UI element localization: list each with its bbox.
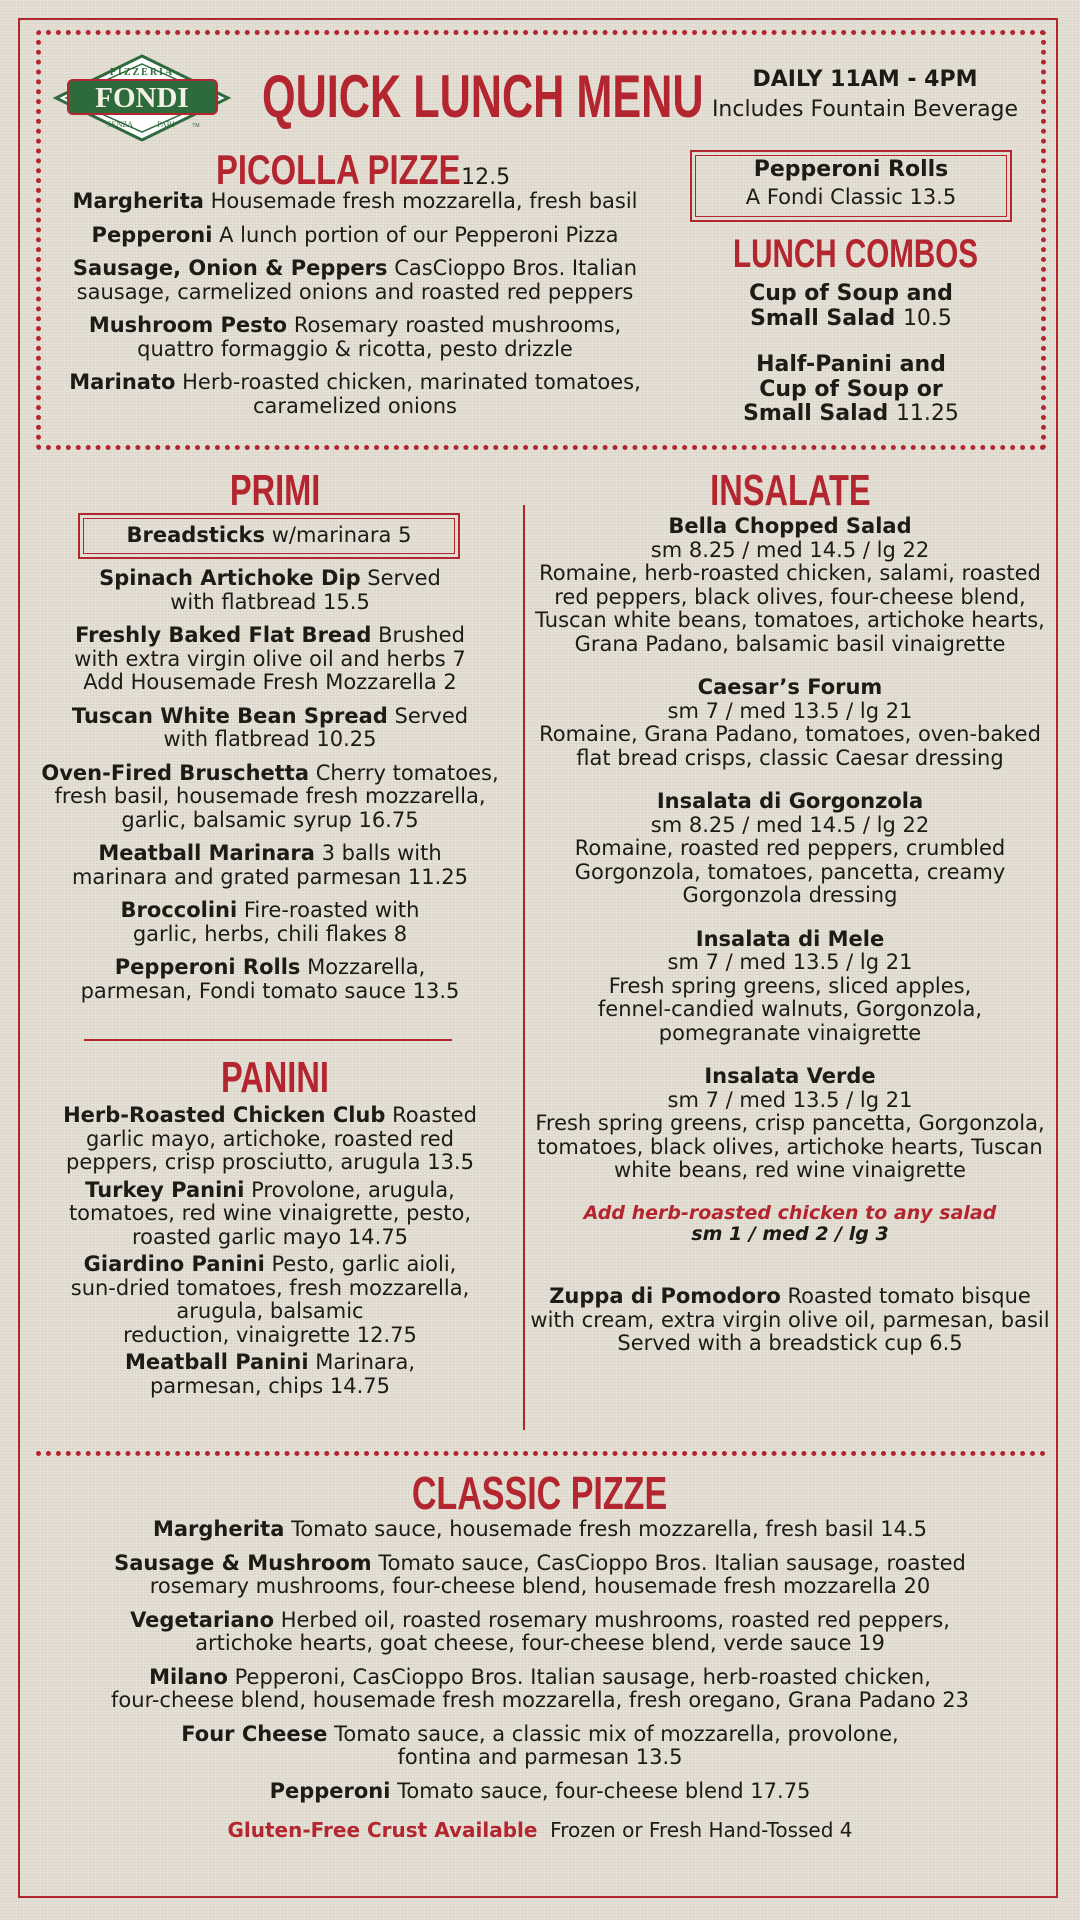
panini-heading-wrap	[40, 1053, 510, 1102]
list-item: Margherita Tomato sauce, housemade fresh mozzarella, fresh basil 14.5	[152, 1517, 928, 1541]
picolla-heading	[216, 146, 510, 193]
dotted-divider	[36, 1451, 1046, 1456]
gluten-free-note: Gluten-Free Crust Available Frozen or Fresh Hand-Tossed 4	[227, 1818, 853, 1843]
list-item: Four Cheese Tomato sauce, a classic mix of mozzarella, provolone, fontina and parmesan 13.5	[181, 1721, 899, 1770]
picolla-title: PICOLLA PIZZE	[216, 146, 461, 193]
breadsticks-text: Breadsticks w/marinara 5	[126, 523, 412, 547]
list-item: Meatball Marinara 3 balls with marinara and grated parmesan 11.25	[71, 841, 469, 889]
column-divider	[523, 505, 525, 1430]
insalate-list	[530, 515, 1050, 1356]
primi-title: PRIMI	[229, 466, 321, 515]
logo-tm-text: TM	[192, 123, 200, 129]
list-item: Tuscan White Bean Spread Served with flatbread 10.25	[71, 703, 469, 752]
combos-heading-wrap	[690, 232, 1012, 277]
list-item: Insalata di Gorgonzola sm 8.25 / med 14.5 / lg 22 Romaine, roasted red peppers, crumbled Gorgonzola, tomatoes, pancetta, creamy Gorgonzola dressing	[574, 789, 1006, 908]
list-item: Margherita Housemade fresh mozzarella, fresh basil	[72, 189, 638, 213]
combo-item-2: Half-Panini and Cup of Soup or Small Salad 11.25	[743, 352, 959, 427]
list-item: Zuppa di Pomodoro Roasted tomato bisque with cream, extra virgin olive oil, parmesan, basil Served with a breadstick cup 6.5	[530, 1284, 1050, 1356]
pepperoni-rolls-desc: A Fondi Classic 13.5	[745, 185, 957, 209]
logo-top-text: PIZZERIA	[109, 67, 175, 78]
primi-heading-wrap	[40, 466, 510, 515]
panini-list	[30, 1104, 510, 1398]
list-item: Meatball Panini Marinara, parmesan, chips 14.75	[124, 1350, 416, 1398]
hours-text: DAILY 11AM - 4PM	[752, 67, 978, 92]
list-item: Insalata di Mele sm 7 / med 13.5 / lg 21 Fresh spring greens, sliced apples, fennel-candied walnuts, Gorgonzola, pomegranate vinaigrette	[597, 926, 983, 1045]
list-item: Pepperoni A lunch portion of our Pepperoni Pizza	[91, 222, 619, 247]
list-item: Sausage, Onion & Peppers CasCioppo Bros. Italian sausage, carmelized onions and roasted red peppers	[72, 256, 638, 304]
list-item: Broccolini Fire-roasted with garlic, herbs, chili flakes 8	[120, 898, 420, 946]
list-item: Giardino Panini Pesto, garlic aioli, sun-dried tomatoes, fresh mozzarella, arugula, balsamic reduction, vinaigrette 12.75	[70, 1252, 470, 1347]
list-item: Freshly Baked Flat Bread Brushed with extra virgin olive oil and herbs 7 Add Housemade Fresh Mozzarella 2	[74, 623, 466, 695]
list-item: Milano Pepperoni, CasCioppo Bros. Italian sausage, herb-roasted chicken, four-cheese blend, housemade fresh mozzarella, fresh oregano, Grana Padano 23	[111, 1664, 969, 1713]
list-item: Spinach Artichoke Dip Served with flatbread 15.5	[99, 566, 441, 614]
logo-bottom-left-text: SENZA	[107, 120, 133, 129]
list-item: Marinato Herb-roasted chicken, marinated tomatoes, caramelized onions	[69, 370, 641, 418]
list-item: Pepperoni Rolls Mozzarella, parmesan, Fondi tomato sauce 13.5	[80, 955, 460, 1003]
list-item: Herb-Roasted Chicken Club Roasted garlic mayo, artichoke, roasted red peppers, crisp prosciutto, arugula 13.5	[63, 1103, 477, 1175]
salad-addon: Add herb-roasted chicken to any salad sm 1 / med 2 / lg 3	[583, 1201, 997, 1246]
primi-panini-divider	[84, 1039, 452, 1041]
list-item: Insalata Verde sm 7 / med 13.5 / lg 21 Fresh spring greens, crisp pancetta, Gorgonzola, tomatoes, black olives, artichoke hearts, Tuscan white beans, red wine vinaigrette	[535, 1064, 1045, 1183]
classic-list	[40, 1518, 1040, 1842]
list-item: Oven-Fired Bruschetta Cherry tomatoes, fresh basil, housemade fresh mozzarella, garlic, balsamic syrup 16.75	[41, 760, 499, 832]
list-item: Sausage & Mushroom Tomato sauce, CasCioppo Bros. Italian sausage, roasted rosemary mushrooms, four-cheese blend, housemade fresh mozzarella 20	[114, 1550, 966, 1599]
includes-text: Includes Fountain Beverage	[711, 97, 1019, 122]
picolla-price: 12.5	[461, 165, 511, 190]
list-item: Mushroom Pesto Rosemary roasted mushrooms, quattro formaggio & ricotta, pesto drizzle	[88, 313, 622, 361]
classic-title: CLASSIC PIZZE	[412, 1467, 668, 1519]
list-item: Vegetariano Herbed oil, roasted rosemary mushrooms, roasted red peppers, artichoke hearts, goat cheese, four-cheese blend, verde sauce 19	[130, 1607, 950, 1656]
logo-main-text: FONDI	[95, 82, 189, 114]
combos-title: LUNCH COMBOS	[733, 232, 979, 276]
insalate-heading-wrap	[530, 466, 1050, 515]
fondi-logo	[50, 50, 235, 146]
combo-item-1: Cup of Soup and Small Salad 10.5	[749, 281, 953, 331]
primi-list	[30, 567, 510, 1003]
list-item: Bella Chopped Salad sm 8.25 / med 14.5 / lg 22 Romaine, herb-roasted chicken, salami, roasted red peppers, black olives, four-cheese blend, Tuscan white beans, tomatoes, artichoke hearts, Grana Padano, balsamic basil vinaigrette	[535, 514, 1045, 656]
pepperoni-rolls-name: Pepperoni Rolls	[753, 157, 949, 182]
page-title: QUICK LUNCH MENU	[262, 63, 704, 130]
insalate-title: INSALATE	[709, 466, 871, 515]
list-item: Caesar’s Forum sm 7 / med 13.5 / lg 21 Romaine, Grana Padano, tomatoes, oven-baked flat bread crisps, classic Caesar dressing	[539, 675, 1041, 770]
classic-heading-wrap	[40, 1468, 1040, 1520]
picolla-list	[60, 190, 650, 418]
panini-title: PANINI	[221, 1053, 329, 1102]
logo-bottom-right-text: PARI	[157, 120, 175, 129]
list-item: Turkey Panini Provolone, arugula, tomatoes, red wine vinaigrette, pesto, roasted garlic mayo 14.75	[68, 1177, 472, 1249]
list-item: Pepperoni Tomato sauce, four-cheese blend 17.75	[269, 1778, 811, 1803]
